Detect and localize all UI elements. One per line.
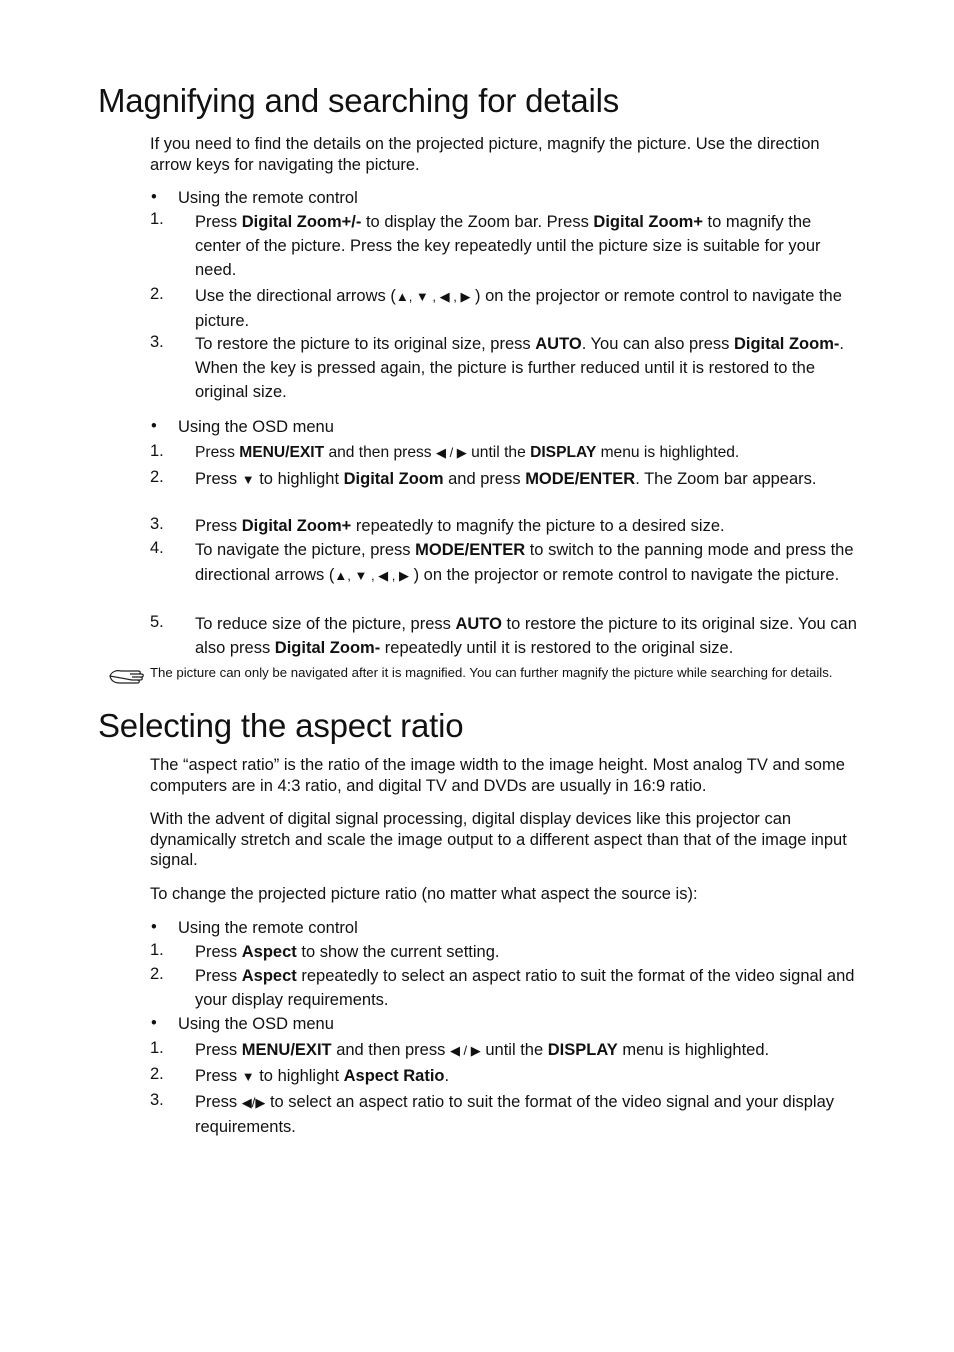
down-arrow-icon: ▼ [241, 1069, 255, 1084]
step-number: 3. [150, 333, 164, 351]
aspect-remote-step-1: Press Aspect to show the current setting. [195, 943, 500, 961]
aspect-paragraph-3: To change the projected picture ratio (no matter what aspect the source is): [150, 885, 698, 903]
aspect-remote-step-2: Press Aspect repeatedly to select an aspect ratio to suit the format of the video signal and your display requirements. [195, 967, 855, 1009]
down-arrow-icon: ▼ [241, 472, 255, 487]
osd-step-2: Press ▼ to highlight Digital Zoom and press MODE/ENTER. The Zoom bar appears. [195, 470, 817, 488]
section-title-aspect-ratio: Selecting the aspect ratio [98, 707, 464, 744]
step-number: 4. [150, 539, 164, 557]
magnify-intro: If you need to find the details on the projected picture, magnify the picture. Use the direction arrow keys for navigating the picture. [150, 135, 820, 174]
aspect-paragraph-1: The “aspect ratio” is the ratio of the image width to the image height. Most analog TV and some computers are in 4:3 ratio, and digital TV and DVDs are usually in 16:9 ratio. [150, 756, 845, 795]
step-number: 5. [150, 613, 164, 631]
osd-step-3: Press Digital Zoom+ repeatedly to magnify the picture to a desired size. [195, 517, 725, 535]
step-number: 1. [150, 442, 164, 460]
section-title-magnifying: Magnifying and searching for details [98, 82, 620, 119]
aspect-osd-step-2: Press ▼ to highlight Aspect Ratio. [195, 1067, 450, 1085]
step-number: 3. [150, 1091, 164, 1109]
bullet-marker: • [151, 918, 157, 936]
remote-control-heading: Using the remote control [178, 189, 358, 207]
aspect-osd-step-1: Press MENU/EXIT and then press ◀ / ▶ until the DISPLAY menu is highlighted. [195, 1041, 770, 1059]
bullet-marker: • [151, 188, 157, 206]
left-right-arrow-icon: ◀ / ▶ [449, 1043, 481, 1058]
note-text: The picture can only be navigated after it is magnified. You can further magnify the picture while searching for details. [150, 665, 833, 680]
step-number: 2. [150, 468, 164, 486]
osd-step-4: To navigate the picture, press MODE/ENTER to switch to the panning mode and press the directional arrows (▲, ▼ , ◀ , ▶ ) on the projector or remote control to navigate the picture. [195, 541, 854, 584]
left-right-arrow-icon: ◀/▶ [241, 1095, 266, 1110]
osd-step-1: Press MENU/EXIT and then press ◀ / ▶ until the DISPLAY menu is highlighted. [195, 444, 740, 461]
step-number: 1. [150, 941, 164, 959]
step-number: 2. [150, 965, 164, 983]
direction-arrows-icon: ▲, ▼ , ◀ , ▶ [395, 289, 471, 304]
step-number: 1. [150, 1039, 164, 1057]
step-number: 1. [150, 210, 164, 228]
osd-menu-heading: Using the OSD menu [178, 1015, 334, 1033]
direction-arrows-icon: ▲, ▼ , ◀ , ▶ [334, 568, 410, 583]
remote-step-2: Use the directional arrows (▲, ▼ , ◀ , ▶ ) on the projector or remote control to navigate the picture. [195, 287, 842, 330]
left-right-arrow-icon: ◀ / ▶ [435, 445, 467, 460]
aspect-paragraph-2: With the advent of digital signal processing, digital display devices like this projector can dynamically stretch and scale the image output to a different aspect than that of the image input signal. [150, 810, 847, 869]
remote-step-1: Press Digital Zoom+/- to display the Zoom bar. Press Digital Zoom+ to magnify the center of the picture. Press the key repeatedly until the picture size is suitable for your need. [195, 213, 821, 279]
aspect-osd-step-3: Press ◀/▶ to select an aspect ratio to suit the format of the video signal and your display requirements. [195, 1093, 835, 1136]
bullet-marker: • [151, 417, 157, 435]
pointing-hand-note-icon [108, 664, 146, 686]
step-number: 2. [150, 285, 164, 303]
step-number: 2. [150, 1065, 164, 1083]
remote-control-heading: Using the remote control [178, 919, 358, 937]
osd-menu-heading: Using the OSD menu [178, 418, 334, 436]
remote-step-3: To restore the picture to its original size, press AUTO. You can also press Digital Zoom-. When the key is pressed again, the picture is further reduced until it is restored to the original size. [195, 335, 844, 401]
step-number: 3. [150, 515, 164, 533]
bullet-marker: • [151, 1014, 157, 1032]
osd-step-5: To reduce size of the picture, press AUTO to restore the picture to its original size. You can also press Digital Zoom- repeatedly until it is restored to the original size. [195, 615, 857, 657]
